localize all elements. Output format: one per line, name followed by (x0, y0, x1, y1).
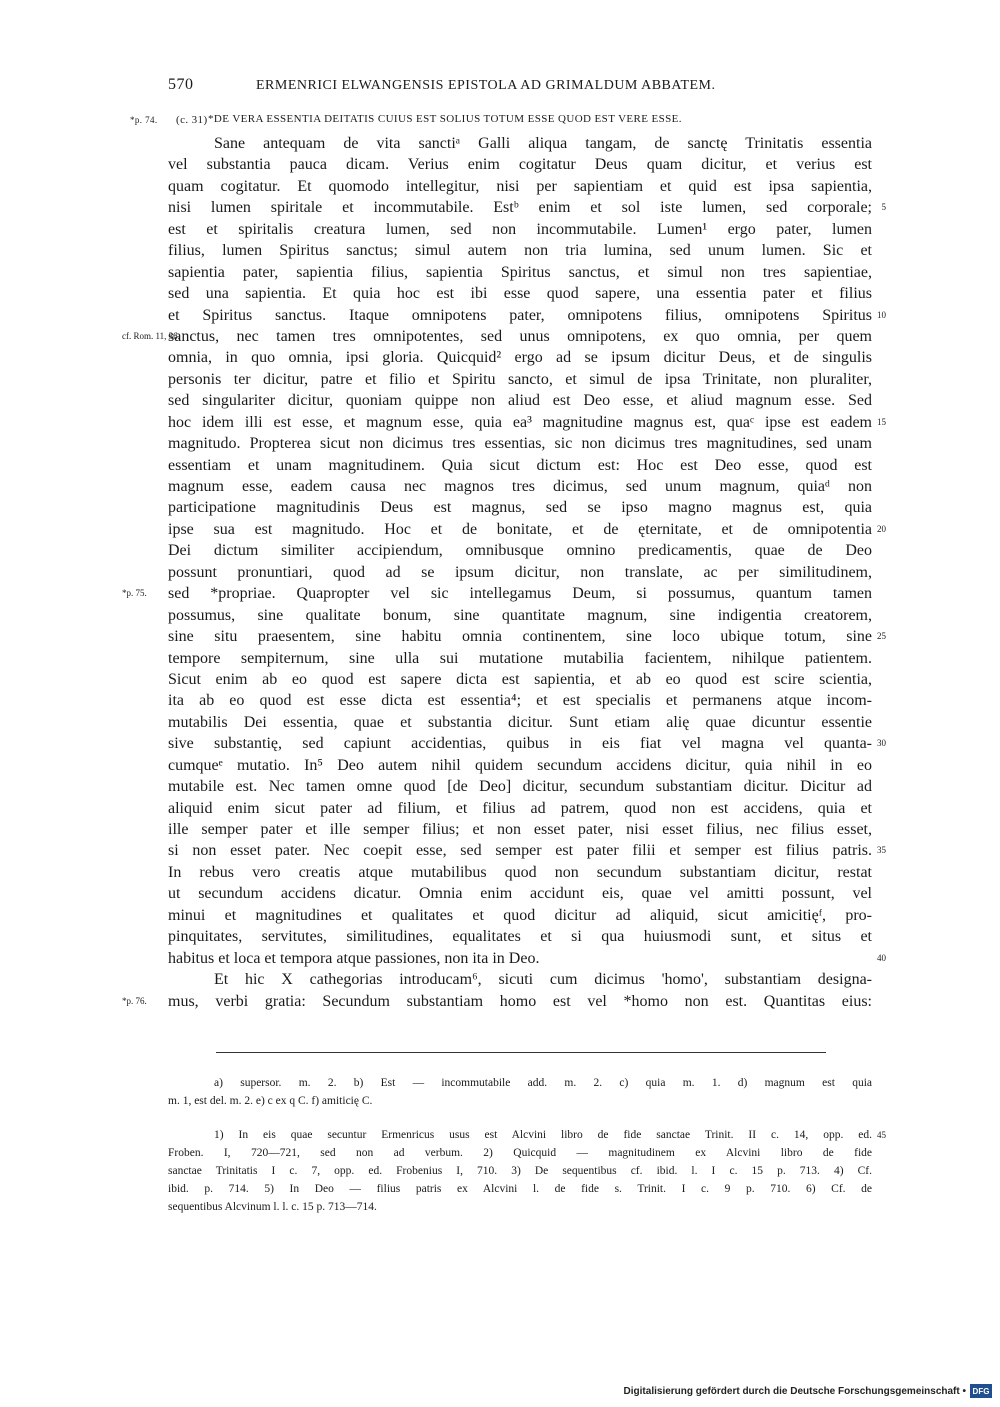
source-note-line-text: Froben. I, 720—721, sed non ad verbum. 2) Quicquid — magnitudinem ex Alcvini libro de fide (168, 1147, 872, 1159)
text-line (168, 840, 886, 861)
source-notes (168, 1126, 886, 1216)
margin-note: *p. 75. (122, 588, 147, 599)
text-line-text: pinquitates, servitutes, similitudines, equalitates et si qua huiusmodi sunt, et situs et (168, 928, 872, 946)
text-line-text: nisi lumen spiritale et incommutabile. Estᵇ enim et sol iste lumen, sed corporale; (168, 199, 872, 217)
text-line-text: Dei dictum similiter accipiendum, omnibusque omnino predicamentis, quae de Deo (168, 542, 872, 560)
text-line (168, 540, 872, 561)
text-line (168, 283, 872, 304)
text-line-text: habitus et loca et tempora atque passiones, non ita in Deo. (168, 949, 540, 967)
text-line (168, 648, 872, 669)
text-line-text: Sane antequam de vita sanctiᵃ Galli aliqua tangam, de sanctę Trinitatis essentia (214, 135, 872, 152)
text-line (168, 455, 872, 476)
text-line-text: tempore sempiternum, sine ulla sui mutatione mutabilia facientem, nihilque patientem. (168, 649, 872, 667)
margin-note: *p. 76. (122, 995, 147, 1006)
running-title: ERMENRICI ELWANGENSIS EPISTOLA AD GRIMALDUM ABBATEM. (256, 78, 716, 93)
text-line (168, 669, 872, 690)
text-line-text: ut secundum accidens dicatur. Omnia enim accidunt eis, quae vel amitti possunt, vel (168, 885, 872, 903)
text-line (168, 262, 872, 283)
text-line (168, 390, 872, 411)
line-number: 30 (877, 738, 886, 749)
text-line-text: sed singulariter dicitur, quoniam quippe non aliud est Deo esse, et aliud magnum esse. Sed (168, 392, 872, 410)
source-note-line-text: ibid. p. 714. 5) In Deo — filius patris ex Alcvini l. de fide s. Trinit. I c. 9 p. 710. 6) Cf. de (168, 1183, 872, 1195)
text-line (168, 369, 872, 390)
digitization-credit: Digitalisierung gefördert durch die Deutsche Forschungsgemeinschaft (623, 1385, 960, 1397)
apparatus-line-text: m. 1, est del. m. 2. e) c ex q C. f) amiticię C. (168, 1095, 373, 1107)
source-note-line (168, 1180, 872, 1198)
page-number: 570 (168, 76, 194, 93)
line-number: 45 (877, 1130, 886, 1140)
text-line-text: vel substantia pauca dicam. Verius enim cogitatur Deus quam dicitur, et verius est (168, 156, 872, 174)
text-line (168, 412, 886, 433)
text-line-text: mutabilis Dei essentia, quae et substantia dicitur. Sunt etiam alię quae dicuntur essentie (168, 713, 872, 731)
text-line (122, 583, 872, 604)
text-line (168, 219, 872, 240)
text-line (168, 176, 872, 197)
text-line-text: mus, verbi gratia: Secundum substantiam homo est vel *homo non est. Quantitas eius: (168, 992, 872, 1010)
text-line (168, 862, 872, 883)
text-line (122, 326, 872, 347)
credit-separator: • (959, 1385, 966, 1397)
text-line-text: sapientia pater, sapientia filius, sapientia Spiritus sanctus, et simul non tres sapientiae, (168, 263, 872, 281)
text-line (168, 476, 872, 497)
main-text (122, 133, 886, 1012)
margin-note: cf. Rom. 11, 36. (122, 330, 180, 341)
text-line (168, 497, 872, 518)
text-line-text: essentiam et unam magnitudinem. Quia sicut dictum est: Hoc est Deo esse, quod est (168, 456, 872, 474)
digitization-footer (624, 1383, 992, 1399)
chapter-number: (c. 31) (176, 114, 208, 126)
text-line-text: sine situ praesentem, sine habitu omnia continentem, sine loco ubique totum, sine (168, 628, 872, 646)
text-line-text: est et spiritalis creatura lumen, sed non incommutabile. Lumen¹ ergo pater, lumen (168, 220, 872, 238)
text-line (168, 926, 872, 947)
heading-margin-note: *p. 74. (130, 115, 158, 125)
apparatus-line (168, 1074, 872, 1092)
text-line-text: sed *propriae. Quapropter vel sic intellegamus Deum, si possumus, quantum tamen (168, 585, 872, 603)
text-line (168, 519, 886, 540)
text-line-text: omnia, in quo omnia, ipsi gloria. Quicquid² ergo ad se ipsum dicitur Deus, et de singulis (168, 349, 872, 367)
line-number: 5 (881, 202, 886, 213)
text-line (168, 798, 872, 819)
line-number: 40 (877, 952, 886, 963)
text-line-text: si non esset pater. Nec coepit esse, sed semper est pater filii et semper est filius patris. (168, 842, 872, 860)
line-number: 15 (877, 416, 886, 427)
text-line-text: ille semper pater et ille semper filius; et non esset pater, nisi esset filius, nec filius esset, (168, 821, 872, 838)
text-line (168, 776, 872, 797)
text-line (168, 883, 872, 904)
text-line (168, 948, 886, 969)
line-number: 10 (877, 309, 886, 320)
text-line-text: aliquid enim sicut pater ad filium, et filius ad patrem, quod non est accidens, quia et (168, 799, 872, 817)
text-line-text: hoc idem illi est esse, et magnum esse, quia ea³ magnitudine magnus est, quaᶜ ipse est eadem (168, 413, 872, 431)
text-line-text: ipse sua est magnitudo. Hoc et de bonitate, et de ęternitate, et de omnipotentia (168, 520, 872, 538)
text-line-text: personis ter dicitur, patre et filio et Spiritu sancto, et simul de ipsa Trinitate, non pluraliter, (168, 370, 872, 388)
text-line-text: Sicut enim ab eo quod est sapere dicta est sapientia, et ab eo quod est scire scientia, (168, 670, 872, 688)
text-line (168, 755, 872, 776)
text-line (168, 562, 872, 583)
text-line (168, 733, 886, 754)
line-number: 20 (877, 523, 886, 534)
text-line (168, 905, 872, 926)
text-line (168, 305, 886, 326)
text-line (168, 605, 872, 626)
text-line (168, 969, 872, 990)
source-note-line (168, 1162, 872, 1180)
text-line (168, 133, 872, 154)
text-line (168, 433, 872, 454)
text-line-text: minui et magnitudines et qualitates et quod dicitur ad aliquid, sicut amicitięᶠ, pro- (168, 906, 872, 924)
text-line-text: In rebus vero creatis atque mutabilibus quod non secundum substantiam dicitur, restat (168, 863, 872, 881)
footnote-rule (216, 1052, 826, 1053)
heading-text: *DE VERA ESSENTIA DEITATIS CUIUS EST SOLIUS TOTUM ESSE QUOD EST VERE ESSE. (208, 113, 682, 125)
text-line-text: Et hic X cathegorias introducam⁶, sicuti cum dicimus 'homo', substantiam designa- (214, 971, 872, 989)
text-line-text: cumqueᵉ mutatio. In⁵ Deo autem nihil quidem secundum accidens dicitur, quia nihil in eo (168, 756, 872, 774)
line-number: 25 (877, 631, 886, 642)
text-line-text: participatione magnitudinis Deus est magnus, sed se ipso magno magnus est, quia (168, 499, 872, 517)
text-line (122, 991, 872, 1012)
text-line-text: sanctus, nec tamen tres omnipotentes, sed unus omnipotens, ex quo omnia, per quem (168, 327, 872, 345)
dfg-logo-icon: DFG (970, 1384, 992, 1398)
apparatus-line (168, 1092, 872, 1110)
critical-apparatus (168, 1074, 872, 1110)
text-line-text: mutabile est. Nec tamen omne quod [de Deo] dicitur, secundum substantiam dicitur. Dicitur ad (168, 778, 872, 796)
text-line-text: filius, lumen Spiritus sanctus; simul autem non tria lumina, sed unum lumen. Sic et (168, 242, 872, 260)
page-header (168, 76, 872, 98)
text-line-text: possumus, sine qualitate bonum, sine quantitate magnum, sine indigentia creatorem, (168, 606, 872, 624)
source-note-line-text: sanctae Trinitatis I c. 7, opp. ed. Frobenius I, 710. 3) De sequentibus cf. ibid. l. I c. 15 p. 713. 4) Cf. (168, 1165, 872, 1177)
text-line-text: magnitudo. Propterea sicut non dicimus tres essentias, sic non dicimus tres magnitudines, sed unam (168, 435, 872, 453)
text-line (168, 240, 872, 261)
line-number: 35 (877, 845, 886, 856)
text-line (168, 197, 886, 218)
source-note-line (168, 1144, 872, 1162)
text-line (168, 819, 872, 840)
text-line (168, 712, 872, 733)
text-line-text: possunt pronuntiari, quod ad se ipsum dicitur, non translate, ac per similitudinem, (168, 563, 872, 581)
text-line-text: quam cogitatur. Et quomodo intellegitur, nisi per sapientiam et quid est ipsa sapientia, (168, 177, 872, 195)
text-line (168, 347, 872, 368)
text-line-text: sed una sapientia. Et quia hoc est ibi esse quod sapere, una essentia pater et filius (168, 285, 872, 303)
source-note-line-text: sequentibus Alcvinum l. l. c. 15 p. 713—714. (168, 1201, 377, 1213)
text-line-text: et Spiritus sanctus. Itaque omnipotens pater, omnipotens filius, omnipotens Spiritus (168, 306, 872, 324)
chapter-heading (0, 113, 1000, 131)
source-note-line (168, 1126, 886, 1144)
text-line (168, 154, 872, 175)
text-line-text: sive substantię, sed capiunt accidentias, quibus in eis fiat vel magna vel quanta- (168, 735, 872, 753)
apparatus-line-text: a) supersor. m. 2. b) Est — incommutabile add. m. 2. c) quia m. 1. d) magnum est quia (214, 1077, 872, 1089)
text-line (168, 690, 872, 711)
text-line-text: magnum esse, eadem causa nec magnos tres dicimus, sed unum magnum, quiaᵈ non (168, 478, 872, 495)
text-line (168, 626, 886, 647)
source-note-line-text: 1) In eis quae secuntur Ermenricus usus est Alcvini libro de fide sanctae Trinit. II c. 14, opp. ed. (214, 1129, 872, 1141)
source-note-line (168, 1198, 872, 1216)
text-line-text: ita ab eo quod est esse dicta est essentia⁴; et est specialis et permanens atque incom- (168, 692, 872, 710)
